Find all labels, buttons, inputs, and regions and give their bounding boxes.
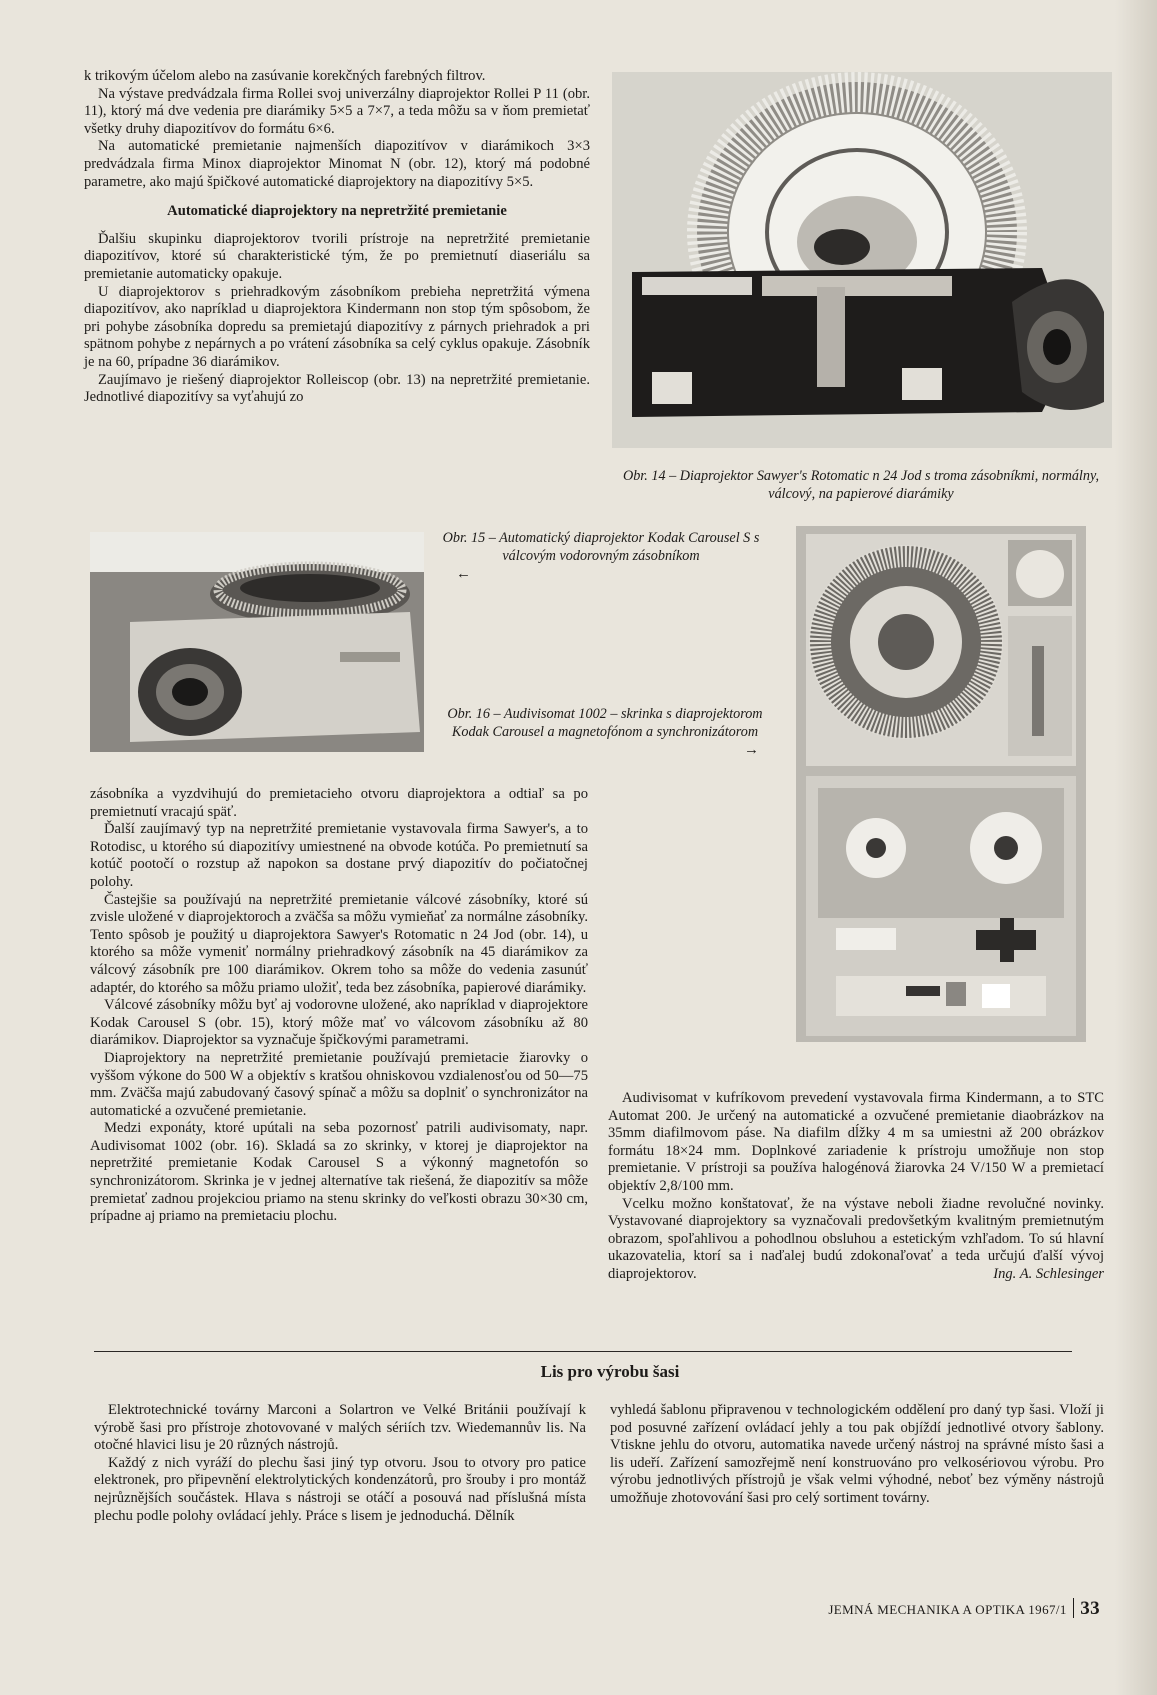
page-number: 33 xyxy=(1080,1598,1100,1619)
paragraph: U diaprojektorov s priehradkovým zásobníkom prebieha nepretržitá výmena diapozitívov, ako napríklad u diaprojektora Kindermann non stop tým spôsobom, že pri pohybe zásobníka dopredu sa premietajú diapozitívy z párnych priehradok a pri spätnom pohybe z nepárnych a po vrátení zásobníka sa celý cyklus opakuje. Zásobník je na 60, prípadne 36 diarámikov. xyxy=(84,283,590,370)
paragraph: Na výstave predvádzala firma Rollei svoj univerzálny diaprojektor Rollei P 11 (obr. 11), ktorý má dve vedenia pre diarámiky 5×5 a 7×7, a teda môžu sa v ňom premietať všetky druhy diapozitívov do formátu 6×6. xyxy=(84,85,590,137)
fig15-photo xyxy=(90,532,424,752)
section-heading: Automatické diaprojektory na nepretržité premietanie xyxy=(167,203,507,220)
paragraph: Audivisomat v kufríkovom prevedení vystavovala firma Kindermann, a to STC Automat 200. Je určený na automatické a ozvučené premietanie diaobrázkov na 35mm diafilmovom páse. Na diafilm dĺžky 4 m sa umiestni až 200 obrázkov formátu 18×24 mm. Doplnkové zariadenie k prístroju umožňuje non stop premietanie. V prístroji sa používa halogénová žiarovka 24 V/150 W a premietací objektív 2,8/100 mm. xyxy=(608,1090,1104,1194)
author-signature: Ing. A. Schlesinger xyxy=(993,1265,1104,1282)
left-column-top xyxy=(84,68,590,407)
footer-divider xyxy=(1073,1598,1074,1618)
left-column-bottom xyxy=(90,786,588,1226)
page-footer xyxy=(760,1598,1100,1620)
paragraph: Ďalší zaujímavý typ na nepretržité premietanie vystavovala firma Sawyer's, a to Rotodisc, u ktorého sú diapozitívy umiestnené na obvode kotúča. Po premietnutí sa kotúč pootočí o rozstup až napokon sa dostane prvý diapozitív do počiatočnej polohy. xyxy=(90,821,588,890)
paragraph: Válcové zásobníky môžu byť aj vodorovne uložené, ako napríklad v diaprojektore Kodak Carousel S (obr. 15), ktorý môže mať vo válcovom zásobníku až 80 diarámikov. Diaprojektor sa vyznačuje špičkovými parametrami. xyxy=(90,997,588,1049)
fig14-caption: Obr. 14 – Diaprojektor Sawyer's Rotomatic n 24 Jod s troma zásobníkmi, normálny, válcový, na papierové diarámiky xyxy=(622,468,1100,502)
paragraph: vyhledá šablonu připravenou v technologickém oddělení pro daný typ šasi. Vloží ji pod posuvné zařízení ovládací jehly a tou pak objíždí jednotlivé otvory šablony. Vtiskne jehlu do otvoru, automatika navede určený nástroj na správné místo šasi a lis udeří. Zařízení samozřejmě není konstruováno pro velkosériovou výrobu. Pro výrobu jednotlivých přístrojů je však velmi výhodné, neboť bez výměny nástrojů umožňuje zhotovování šasi pro celý sortiment továrny. xyxy=(610,1402,1104,1506)
right-column-bottom xyxy=(608,1090,1104,1284)
article-title: Lis pro výrobu šasi xyxy=(540,1362,680,1381)
fig15-caption-text: Obr. 15 – Automatický diaprojektor Kodak Carousel S s válcovým vodorovným zásobníkom xyxy=(442,530,760,564)
projector-drum-image xyxy=(612,72,1112,448)
fig16-arrow: → xyxy=(744,742,759,758)
journal-name: JEMNÁ MECHANIKA A OPTIKA 1967/1 xyxy=(828,1602,1067,1617)
fig16-photo xyxy=(796,526,1086,1042)
fig16-caption xyxy=(440,706,770,741)
paragraph: Elektrotechnické továrny Marconi a Solartron ve Velké Británii používají k výrobě šasi pro přístroje zhotovované v malých sériích tzv. Wiedemannův lis. Na otočné hlavici lisu je 20 různých nástrojů. xyxy=(94,1402,586,1454)
carousel-projector-image xyxy=(90,532,424,752)
paragraph: zásobníka a vyzdvihujú do premietacieho otvoru diaprojektora a odtiaľ sa po premietnutí vracajú späť. xyxy=(90,786,588,820)
fig15-caption xyxy=(436,530,766,565)
fig15-arrow: ← xyxy=(456,566,471,582)
lis-left-column xyxy=(94,1402,586,1525)
lis-right-column xyxy=(610,1402,1104,1508)
paragraph: Na automatické premietanie najmenších diapozitívov v diarámikoch 3×3 predvádzala firma Minox diaprojektor Minomat N (obr. 12), ktorý má podobné parametre, ako majú špičkové automatické diaprojektory na diapozitívy 5×5. xyxy=(84,138,590,190)
audivisomat-cabinet-image xyxy=(796,526,1086,1042)
paragraph: Medzi exponáty, ktoré upútali na seba pozornosť patrili audivisomaty, napr. Audivisomat 1002 (obr. 16). Skladá sa zo skrinky, v ktorej je diaprojektor na nepretržité premietanie Kodak Carousel S a výkonný magnetofón so synchronizátorom. Skrinka je v jednej alternatíve tak riešená, že diapozitív sa môže premietať zadnou projekciou priamo na stenu skrinky do veľkosti obrazu 30×30 cm, prípadne aj priamo na premietaciu plochu. xyxy=(90,1120,588,1225)
section-divider xyxy=(94,1351,1072,1352)
fig16-caption-text: Obr. 16 – Audivisomat 1002 – skrinka s diaprojektorom Kodak Carousel a magnetofónom a synchronizátorom xyxy=(447,706,763,740)
paragraph: Diaprojektory na nepretržité premietanie používajú premietacie žiarovky o vyššom výkone do 500 W a objektív s kratšou ohniskovou vzdialenosťou od 50—75 mm. Zväčša majú zabudovaný časový spínač a môžu sa doplniť o synchronizátor na automatické a ozvučené premietanie. xyxy=(90,1049,588,1119)
paragraph: Vcelku možno konštatovať, že na výstave neboli žiadne revolučné novinky. Vystavované diaprojektory sa vyznačovali predovšetkým kvalitným premietnutým obrazom, spoľahlivou a pohodlnou obsluhou a estetickým vzhľadom. To sú hlavní ukazovatelia, ktorí sa i naďalej budú zdokonaľovať a teda určujú ďalší vývoj diaprojektorov. xyxy=(608,1195,1104,1282)
fig14-photo xyxy=(612,72,1112,448)
paragraph: Každý z nich vyráží do plechu šasi jiný typ otvoru. Jsou to otvory pro patice elektronek, pro připevnění elektrolytických kondenzátorů, pro šrouby i pro montáž nejrůznějších součástek. Hlava s nástroji se otáčí a posouvá nad příslušná místa plechu podle polohy ovládací jehly. Práce s lisem je jednoduchá. Dělník xyxy=(94,1454,586,1524)
paragraph: Častejšie sa používajú na nepretržité premietanie válcové zásobníky, ktoré sú zvisle uložené v diaprojektoroch a zväčša sa môžu vymieňať za normálne zásobníky. Tento spôsob je použitý u diaprojektora Sawyer's Rotomatic n 24 Jod (obr. 14), u ktorého sa môže vymeniť normálny priehradkový zásobník na 45 diarámikov za válcový zásobník pre 100 diarámikov. Okrem toho sa môže do vedenia zasunúť adaptér, do ktorého sa môžu priamo uložiť, teda bez zásobníka, papierové diarámiky. xyxy=(90,891,588,996)
paragraph: k trikovým účelom alebo na zasúvanie korekčných farebných filtrov. xyxy=(84,68,486,84)
paragraph: Ďalšiu skupinku diaprojektorov tvorili prístroje na nepretržité premietanie diapozitívov, ktoré sú charakteristické tým, že po premietnutí diaseriálu sa premietanie automaticky opakuje. xyxy=(84,230,590,282)
paragraph: Zaujímavo je riešený diaprojektor Rolleiscop (obr. 13) na nepretržité premietanie. Jednotlivé diapozitívy sa vyťahujú zo xyxy=(84,371,590,406)
